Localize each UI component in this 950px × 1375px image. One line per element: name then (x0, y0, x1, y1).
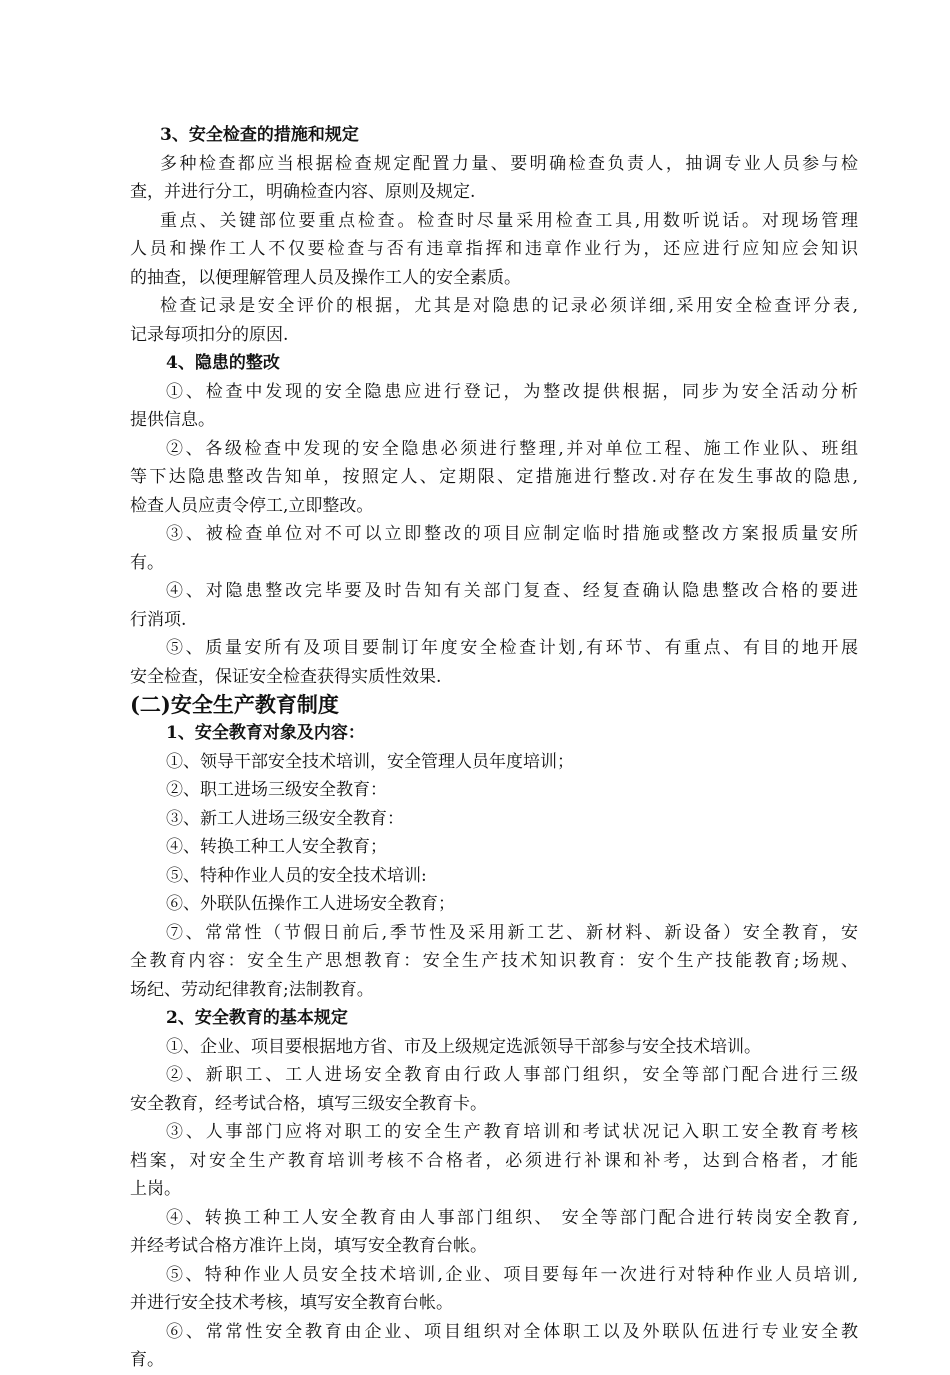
document-body (130, 121, 858, 1375)
paragraph-line: ④、转换工种工人安全教育； (166, 837, 387, 857)
paragraph-line: ①、检查中发现的安全隐患应进行登记，为整改提供根据，同步为安全活动分析 (166, 381, 858, 402)
paragraph-line: 全教育内容：安全生产思想教育：安全生产技术知识教育：安个生产技能教育;场规、 (130, 951, 858, 971)
paragraph-line: ③、新工人进场三级安全教育： (166, 808, 404, 829)
paragraph-line: 档案，对安全生产教育培训考核不合格者，必须进行补课和补考，达到合格者，才能 (130, 1150, 858, 1171)
paragraph-line: ⑤、质量安所有及项目要制订年度安全检查计划,有环节、有重点、有目的地开展 (166, 638, 858, 658)
paragraph-line: 重点、关键部位要重点检查。检查时尽量采用检查工具,用数听说话。对现场管理 (160, 210, 858, 231)
section-heading: (二)安全生产教育制度 (130, 692, 339, 717)
subsection-heading: 3、安全检查的措施和规定 (160, 125, 359, 145)
paragraph-line: 检查记录是安全评价的根据，尤其是对隐患的记录必须详细,采用安全检查评分表, (160, 296, 858, 316)
paragraph-line: 记录每项扣分的原因. (130, 324, 289, 345)
paragraph-line: 场纪、劳动纪律教育;法制教育。 (130, 979, 374, 1000)
paragraph-line: ②、各级检查中发现的安全隐患必须进行整理,并对单位工程、施工作业队、班组 (166, 438, 858, 459)
paragraph-line: ④、转换工种工人安全教育由人事部门组织、 安全等部门配合进行转岗安全教育, (166, 1207, 858, 1228)
paragraph-line: ⑤、特种作业人员安全技术培训,企业、项目要每年一次进行对特种作业人员培训, (166, 1264, 858, 1285)
paragraph-line: ⑦、常常性（节假日前后,季节性及采用新工艺、新材料、新设备）安全教育，安 (166, 922, 858, 943)
paragraph-line: 查，并进行分工，明确检查内容、原则及规定. (130, 182, 476, 202)
paragraph-line: 多种检查都应当根据检查规定配置力量、要明确检查负责人，抽调专业人员参与检 (160, 153, 858, 174)
paragraph-line: 人员和操作工人不仅要检查与否有违章指挥和违章作业行为，还应进行应知应会知识 (130, 239, 858, 259)
paragraph-line: ①、企业、项目要根据地方省、市及上级规定选派领导干部参与安全技术培训。 (166, 1036, 761, 1057)
paragraph-line: ③、被检查单位对不可以立即整改的项目应制定临时措施或整改方案报质量安所 (166, 524, 858, 544)
paragraph-line: 有。 (130, 552, 164, 573)
paragraph-line: ③、人事部门应将对职工的安全生产教育培训和考试状况记入职工安全教育考核 (166, 1122, 858, 1142)
paragraph-line: ⑥、常常性安全教育由企业、项目组织对全体职工以及外联队伍进行专业安全教 (166, 1321, 858, 1342)
paragraph-line: 安全检查，保证安全检查获得实质性效果. (130, 666, 442, 687)
subsection-heading: 4、隐患的整改 (166, 353, 280, 373)
paragraph-line: 提供信息。 (130, 410, 215, 430)
paragraph-line: ⑤、特种作业人员的安全技术培训: (166, 865, 427, 886)
paragraph-line: ②、职工进场三级安全教育： (166, 780, 387, 800)
paragraph-line: 安全教育，经考试合格，填写三级安全教育卡。 (130, 1093, 487, 1114)
subsection-heading: 1、安全教育对象及内容： (166, 723, 365, 743)
paragraph-line: ④、对隐患整改完毕要及时告知有关部门复查、经复查确认隐患整改合格的要进 (166, 581, 858, 601)
paragraph-line: 等下达隐患整改告知单，按照定人、定期限、定措施进行整改.对存在发生事故的隐患, (130, 467, 858, 487)
paragraph-line: ⑥、外联队伍操作工人进场安全教育； (166, 894, 455, 914)
paragraph-line: 并进行安全技术考核，填写安全教育台帐。 (130, 1293, 453, 1313)
paragraph-line: 的抽查，以便理解管理人员及操作工人的安全素质。 (130, 267, 521, 288)
paragraph-line: 检查人员应责令停工,立即整改。 (130, 495, 374, 516)
paragraph-line: 并经考试合格方准许上岗，填写安全教育台帐。 (130, 1236, 487, 1256)
paragraph-line: ①、领导干部安全技术培训，安全管理人员年度培训； (166, 751, 574, 772)
paragraph-line: 行消项. (130, 609, 187, 630)
paragraph-line: 上岗。 (130, 1179, 181, 1199)
paragraph-line: 育。 (130, 1350, 164, 1370)
paragraph-line: ②、新职工、工人进场安全教育由行政人事部门组织，安全等部门配合进行三级 (166, 1065, 858, 1085)
subsection-heading: 2、安全教育的基本规定 (166, 1008, 348, 1028)
